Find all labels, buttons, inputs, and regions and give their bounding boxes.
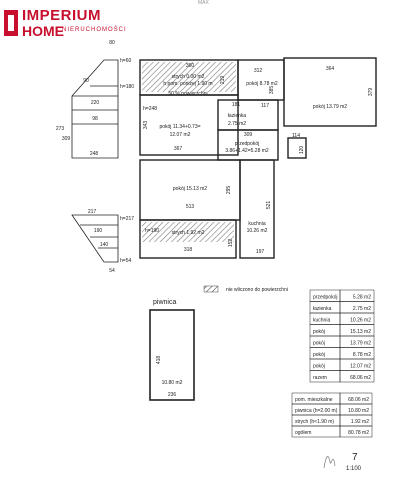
section-lower xyxy=(72,215,118,262)
dim-140: 140 xyxy=(99,242,109,248)
height-217: h=217 xyxy=(120,216,135,222)
area-row-value: 2.75 m2 xyxy=(352,306,371,312)
kuchnia-b: 10.26 m2 xyxy=(246,228,268,234)
pokoj2: pokój 8.78 m2 xyxy=(246,81,278,87)
strych1-a: strych 0.00 m2 xyxy=(171,74,205,80)
area-row-label: razem xyxy=(313,375,327,381)
room-pokoj-2 xyxy=(238,60,284,100)
area-row-label: przedpokój xyxy=(313,294,338,301)
top-note: MAX xyxy=(198,0,209,6)
area-row-label: pokój xyxy=(313,329,325,335)
dim-364: 364 xyxy=(325,66,335,72)
summary-row-value: 10.80 m2 xyxy=(348,408,369,414)
pokoj4: pokój 15.13 m2 xyxy=(172,186,208,192)
height-248: h=248 xyxy=(143,106,158,112)
dim-98: 98 xyxy=(92,116,98,122)
area-row-label: pokój xyxy=(313,340,325,347)
legend-swatch xyxy=(204,286,218,292)
area-row-label: pokój xyxy=(313,363,325,370)
area-row-value: 10.26 m2 xyxy=(350,317,371,324)
section-upper xyxy=(72,60,118,158)
dim-295: 295 xyxy=(226,185,232,195)
dim-385: 385 xyxy=(269,85,275,95)
strych2: strych 1.92 m2 xyxy=(171,230,205,236)
summary-row-label: piwnica (h=2.00 m) xyxy=(295,408,338,414)
summary-row-value: 68.06 m2 xyxy=(348,397,369,403)
dim-343: 343 xyxy=(143,120,149,130)
page-number: 7 xyxy=(352,452,358,463)
logo-line1: IMPERIUM xyxy=(22,7,101,24)
summary-row-label: pom. mieszkalne xyxy=(295,397,333,403)
dim-120: 120 xyxy=(299,145,305,155)
summary-row-label: ogółem xyxy=(295,430,312,436)
lazienka-b: 2.75 m2 xyxy=(227,121,247,127)
dim-379: 379 xyxy=(368,87,374,97)
area-table xyxy=(310,290,374,382)
area-row-value: 12.07 m2 xyxy=(350,363,371,370)
dim-309b: 309 xyxy=(243,132,253,138)
przedpokoj-b: 3.86+1.42=5.28 m2 xyxy=(225,148,269,154)
summary-table xyxy=(292,393,372,437)
dim-152: 152 xyxy=(228,238,234,248)
dim-114: 114 xyxy=(292,133,300,139)
area-row-value: 13.79 m2 xyxy=(350,340,371,347)
area-row-label: kuchnia xyxy=(313,317,331,324)
pokoj1-b: 12.07 m2 xyxy=(169,132,191,138)
dim-181: 181 xyxy=(231,102,241,108)
area-row-label: pokój xyxy=(313,352,325,358)
height-180: h=180 xyxy=(120,84,135,90)
dim-220: 220 xyxy=(90,100,100,106)
pokoj3: pokój 13.79 m2 xyxy=(312,104,348,110)
room-piwnica xyxy=(150,310,194,400)
dim-312: 312 xyxy=(253,68,263,74)
dim-219: 219 xyxy=(220,75,226,85)
dim-318: 318 xyxy=(183,247,193,253)
piwnica-title: piwnica xyxy=(153,299,177,306)
summary-row-value: 80.78 m2 xyxy=(348,430,369,436)
section-lower-outline xyxy=(72,215,118,262)
dim-54: 54 xyxy=(109,268,115,274)
dim-521: 521 xyxy=(266,200,272,210)
dim-360: 360 xyxy=(185,63,195,69)
scale-label: 1:100 xyxy=(346,466,362,472)
area-row-label: łazienka xyxy=(313,306,332,312)
piwnica-area: 10.80 m2 xyxy=(161,380,183,386)
dim-418: 418 xyxy=(156,355,162,365)
kuchnia-a: kuchnia xyxy=(248,221,266,227)
dim-190: 190 xyxy=(93,228,103,234)
summary-row-label: strych (h<1.90 m) xyxy=(295,419,335,425)
dim-513: 513 xyxy=(185,204,195,210)
dim-273: 273 xyxy=(55,126,65,132)
legend-text: nie wliczono do powierzchni xyxy=(226,287,288,293)
section-upper-outline xyxy=(72,60,118,158)
lazienka-a: łazienka xyxy=(227,113,247,119)
area-row-value: 5.28 m2 xyxy=(352,294,371,301)
dim-80: 80 xyxy=(109,40,115,46)
height-190: h=190 xyxy=(145,228,160,234)
dim-248: 248 xyxy=(89,151,99,157)
strych1-c: 50 % powierzchni xyxy=(168,91,208,97)
signature-mark xyxy=(324,456,335,468)
dim-117: 117 xyxy=(261,103,269,109)
dim-236: 236 xyxy=(167,392,177,398)
dim-309: 309 xyxy=(61,136,71,142)
logo-line2: HOME xyxy=(22,23,64,39)
logo-tagline: NIERUCHOMOŚCI xyxy=(62,27,127,33)
height-60: h=60 xyxy=(120,58,132,64)
dim-367: 367 xyxy=(173,146,183,152)
dim-217: 217 xyxy=(87,209,97,215)
height-54: h=54 xyxy=(120,258,132,264)
strych1-b: h pom. poniżej 1.90 m xyxy=(163,81,213,87)
area-row-value: 68.06 m2 xyxy=(350,375,371,381)
summary-row-value: 1.92 m2 xyxy=(350,419,369,425)
area-row-value: 8.78 m2 xyxy=(352,352,371,358)
dim-90: 90 xyxy=(83,78,89,84)
dim-197: 197 xyxy=(255,249,265,255)
area-row-value: 15.13 m2 xyxy=(350,329,371,335)
pokoj1-a: pokój 11.34+0.73= xyxy=(159,124,201,130)
przedpokoj-a: przedpokój xyxy=(234,141,260,147)
